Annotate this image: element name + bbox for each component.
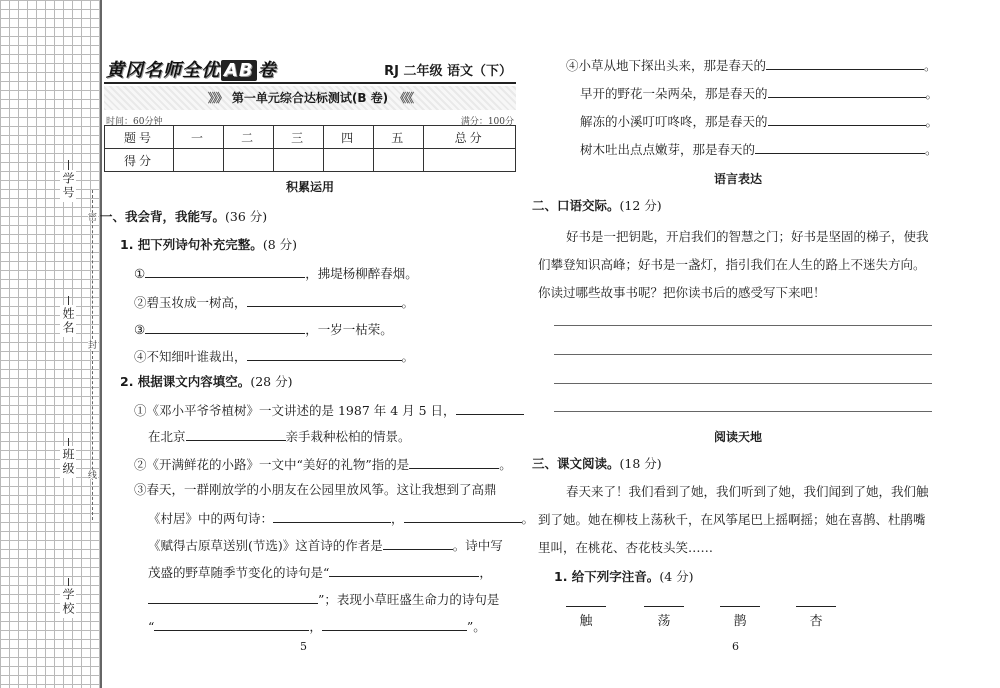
text: ②碧玉妆成一树高，	[134, 295, 247, 310]
answer-blank[interactable]	[145, 263, 305, 278]
poem-line-3	[134, 319, 393, 339]
score-cell[interactable]	[274, 149, 324, 172]
answer-blank[interactable]	[768, 111, 926, 126]
section-title: 积累运用	[285, 180, 334, 194]
text: 解冻的小溪叮叮咚咚，那是春天的	[580, 114, 768, 129]
text: ”；表现小草旺盛生命力的诗句是	[318, 592, 500, 607]
writing-line[interactable]	[554, 325, 932, 326]
answer-blank[interactable]	[766, 55, 924, 70]
chevron-left-icon: 《《《	[394, 91, 413, 105]
answer-blank[interactable]	[145, 319, 305, 334]
brand-suffix: 卷	[257, 60, 277, 81]
label-class: 班级	[61, 448, 75, 476]
text: 。	[924, 58, 937, 73]
text: ，	[309, 619, 322, 634]
pinyin-blank[interactable]	[566, 606, 606, 607]
text: ④小草从地下探出头来，那是春天的	[566, 58, 767, 73]
question-score: (4 分)	[659, 569, 694, 584]
question-heading: 2. 根据课文内容填空。	[120, 374, 251, 389]
text: 。	[925, 142, 938, 157]
text: 树木吐出点点嫩芽，那是春天的	[580, 142, 756, 157]
writing-line[interactable]	[554, 411, 932, 412]
writing-line[interactable]	[554, 354, 932, 355]
text: ”。	[466, 619, 486, 634]
chevron-right-icon: 》》》	[207, 91, 226, 105]
text: ，	[479, 565, 492, 580]
text: ③春天，一群刚放学的小朋友在公园里放风筝。这让我想到了高鼎	[134, 482, 497, 497]
passage-line: 春天来了！我们看到了她，我们听到了她，我们闻到了她，我们触	[566, 484, 929, 499]
char: 荡	[657, 614, 671, 629]
text: 。	[521, 511, 535, 526]
answer-blank[interactable]	[322, 616, 467, 631]
text: “	[148, 619, 155, 634]
question-3	[532, 455, 662, 473]
char: 鹊	[733, 614, 747, 629]
fill-line	[134, 400, 524, 420]
question-2	[532, 197, 662, 215]
text: ①	[134, 266, 146, 281]
fill-line	[148, 535, 503, 555]
fill-line	[580, 139, 938, 159]
header-rule	[104, 82, 516, 84]
question-score: (8 分)	[262, 237, 297, 252]
score-cell[interactable]	[324, 149, 374, 172]
table-cell: 四	[324, 126, 374, 149]
page-number: 5	[300, 640, 307, 653]
text: 《赋得古原草送别(节选)》这首诗的作者是	[148, 538, 383, 553]
text: ，	[391, 511, 404, 526]
table-cell: 五	[374, 126, 424, 149]
writing-line[interactable]	[554, 383, 932, 384]
section-title: 语言表达	[713, 172, 762, 186]
table-row	[105, 126, 516, 149]
question-heading: 1. 给下列字注音。	[554, 569, 660, 584]
paragraph-line: 们攀登知识高峰；好书是一盏灯，指引我们在人生的路上不迷失方向。	[538, 257, 926, 272]
brand-ab: AB	[221, 60, 257, 81]
text: ，一岁一枯荣。	[305, 322, 393, 337]
table-cell: 一	[174, 126, 224, 149]
fill-line	[134, 481, 497, 499]
text: 。	[925, 114, 939, 129]
text: 。	[499, 457, 512, 472]
question-1-1	[120, 236, 297, 254]
answer-blank[interactable]	[273, 508, 391, 523]
pinyin-blank[interactable]	[796, 606, 836, 607]
fill-line	[580, 111, 938, 131]
question-heading: 一、我会背，我能写。	[100, 209, 226, 224]
pinyin-item	[720, 606, 760, 629]
full-score: 满分：100分	[460, 117, 514, 127]
text: 。	[925, 86, 939, 101]
answer-blank[interactable]	[186, 426, 286, 441]
score-cell[interactable]	[174, 149, 224, 172]
pinyin-item	[566, 606, 606, 629]
answer-blank[interactable]	[755, 139, 925, 154]
pinyin-blank[interactable]	[644, 606, 684, 607]
question-heading: 1. 把下列诗句补充完整。	[120, 237, 263, 252]
question-1-2	[120, 373, 292, 391]
time-limit: 时间：60分钟	[106, 117, 163, 127]
text: 。诗中写	[452, 538, 503, 553]
text: ③	[134, 322, 146, 337]
text: 《村居》中的两句诗：	[148, 511, 274, 526]
answer-blank[interactable]	[404, 508, 522, 523]
answer-blank[interactable]	[247, 346, 402, 361]
char: 触	[579, 614, 593, 629]
poem-line-2	[134, 292, 414, 312]
answer-blank[interactable]	[409, 454, 499, 469]
question-score: (18 分)	[619, 456, 662, 471]
seal-mark: 密	[86, 212, 96, 221]
seal-mark: 封	[86, 340, 96, 349]
paragraph-line: 好书是一把钥匙，开启我们的智慧之门；好书是坚固的梯子，使我	[566, 229, 929, 244]
page-header	[104, 56, 516, 80]
pinyin-item	[644, 606, 684, 629]
passage-line: 到了她。她在柳枝上荡秋千，在风筝尾巴上摇啊摇；她在喜鹊、杜鹃嘴	[538, 512, 926, 527]
fill-line	[148, 562, 492, 582]
question-heading: 二、口语交际。	[532, 198, 620, 213]
text: ，拂堤杨柳醉春烟。	[305, 266, 418, 281]
page-number: 6	[732, 640, 739, 653]
question-score: (36 分)	[225, 209, 268, 224]
label-school: 学校	[61, 588, 75, 616]
fill-line	[148, 508, 534, 528]
fill-line	[148, 426, 411, 446]
passage-line: 里叫，在桃花、杏花枝头笑……	[538, 540, 714, 555]
text: ④不知细叶谁裁出，	[134, 349, 247, 364]
label-student-number: 学号	[61, 172, 75, 200]
poem-line-1	[134, 263, 418, 283]
seal-mark: 线	[86, 470, 96, 479]
table-cell: 题号	[105, 126, 174, 149]
text: 在北京	[148, 429, 186, 444]
pinyin-item	[796, 606, 836, 629]
score-cell[interactable]	[374, 149, 424, 172]
char: 杏	[809, 614, 823, 629]
table-cell: 三	[274, 126, 324, 149]
section-title: 阅读天地	[713, 430, 762, 444]
paragraph-line: 你读过哪些故事书呢？把你读书后的感受写下来吧！	[538, 285, 826, 300]
question-1	[100, 208, 267, 226]
brand-logo	[106, 56, 277, 82]
table-row	[105, 149, 516, 172]
pinyin-blank[interactable]	[720, 606, 760, 607]
question-3-1	[554, 568, 694, 586]
text: ①《邓小平爷爷植树》一文讲述的是 1987 年 4 月 5 日，	[134, 403, 456, 418]
score-table	[104, 125, 516, 172]
question-score: (12 分)	[619, 198, 662, 213]
answer-blank[interactable]	[154, 616, 309, 631]
text: 早开的野花一朵两朵，那是春天的	[580, 86, 768, 101]
answer-blank[interactable]	[329, 562, 479, 577]
fill-line	[580, 83, 938, 103]
text: 茂盛的野草随季节变化的诗句是“	[148, 565, 330, 580]
grade-label: RJ 二年级 语文（下）	[384, 64, 512, 79]
text: 。	[401, 295, 415, 310]
score-cell[interactable]	[424, 149, 516, 172]
text: 亲手栽种松柏的情景。	[285, 429, 411, 444]
label-name: 姓名	[61, 307, 75, 335]
question-heading: 三、课文阅读。	[532, 456, 620, 471]
fill-line	[134, 454, 512, 474]
score-cell[interactable]	[224, 149, 274, 172]
question-score: (28 分)	[250, 374, 293, 389]
answer-blank[interactable]	[148, 589, 318, 604]
table-cell: 总分	[424, 126, 516, 149]
poem-line-4	[134, 346, 414, 366]
test-title-text: 第一单元综合达标测试(B 卷)	[231, 91, 389, 105]
text: ②《开满鲜花的小路》一文中“美好的礼物”指的是	[134, 457, 410, 472]
answer-blank[interactable]	[768, 83, 926, 98]
fill-line	[566, 55, 937, 75]
table-cell: 二	[224, 126, 274, 149]
text: 。	[401, 349, 415, 364]
brand-text: 黄冈名师全优	[106, 60, 220, 81]
answer-blank[interactable]	[456, 400, 524, 415]
answer-blank[interactable]	[383, 535, 453, 550]
table-cell: 得分	[105, 149, 174, 172]
fill-line	[148, 589, 499, 609]
test-title	[104, 86, 516, 110]
fill-line	[148, 616, 486, 636]
answer-blank[interactable]	[247, 292, 402, 307]
